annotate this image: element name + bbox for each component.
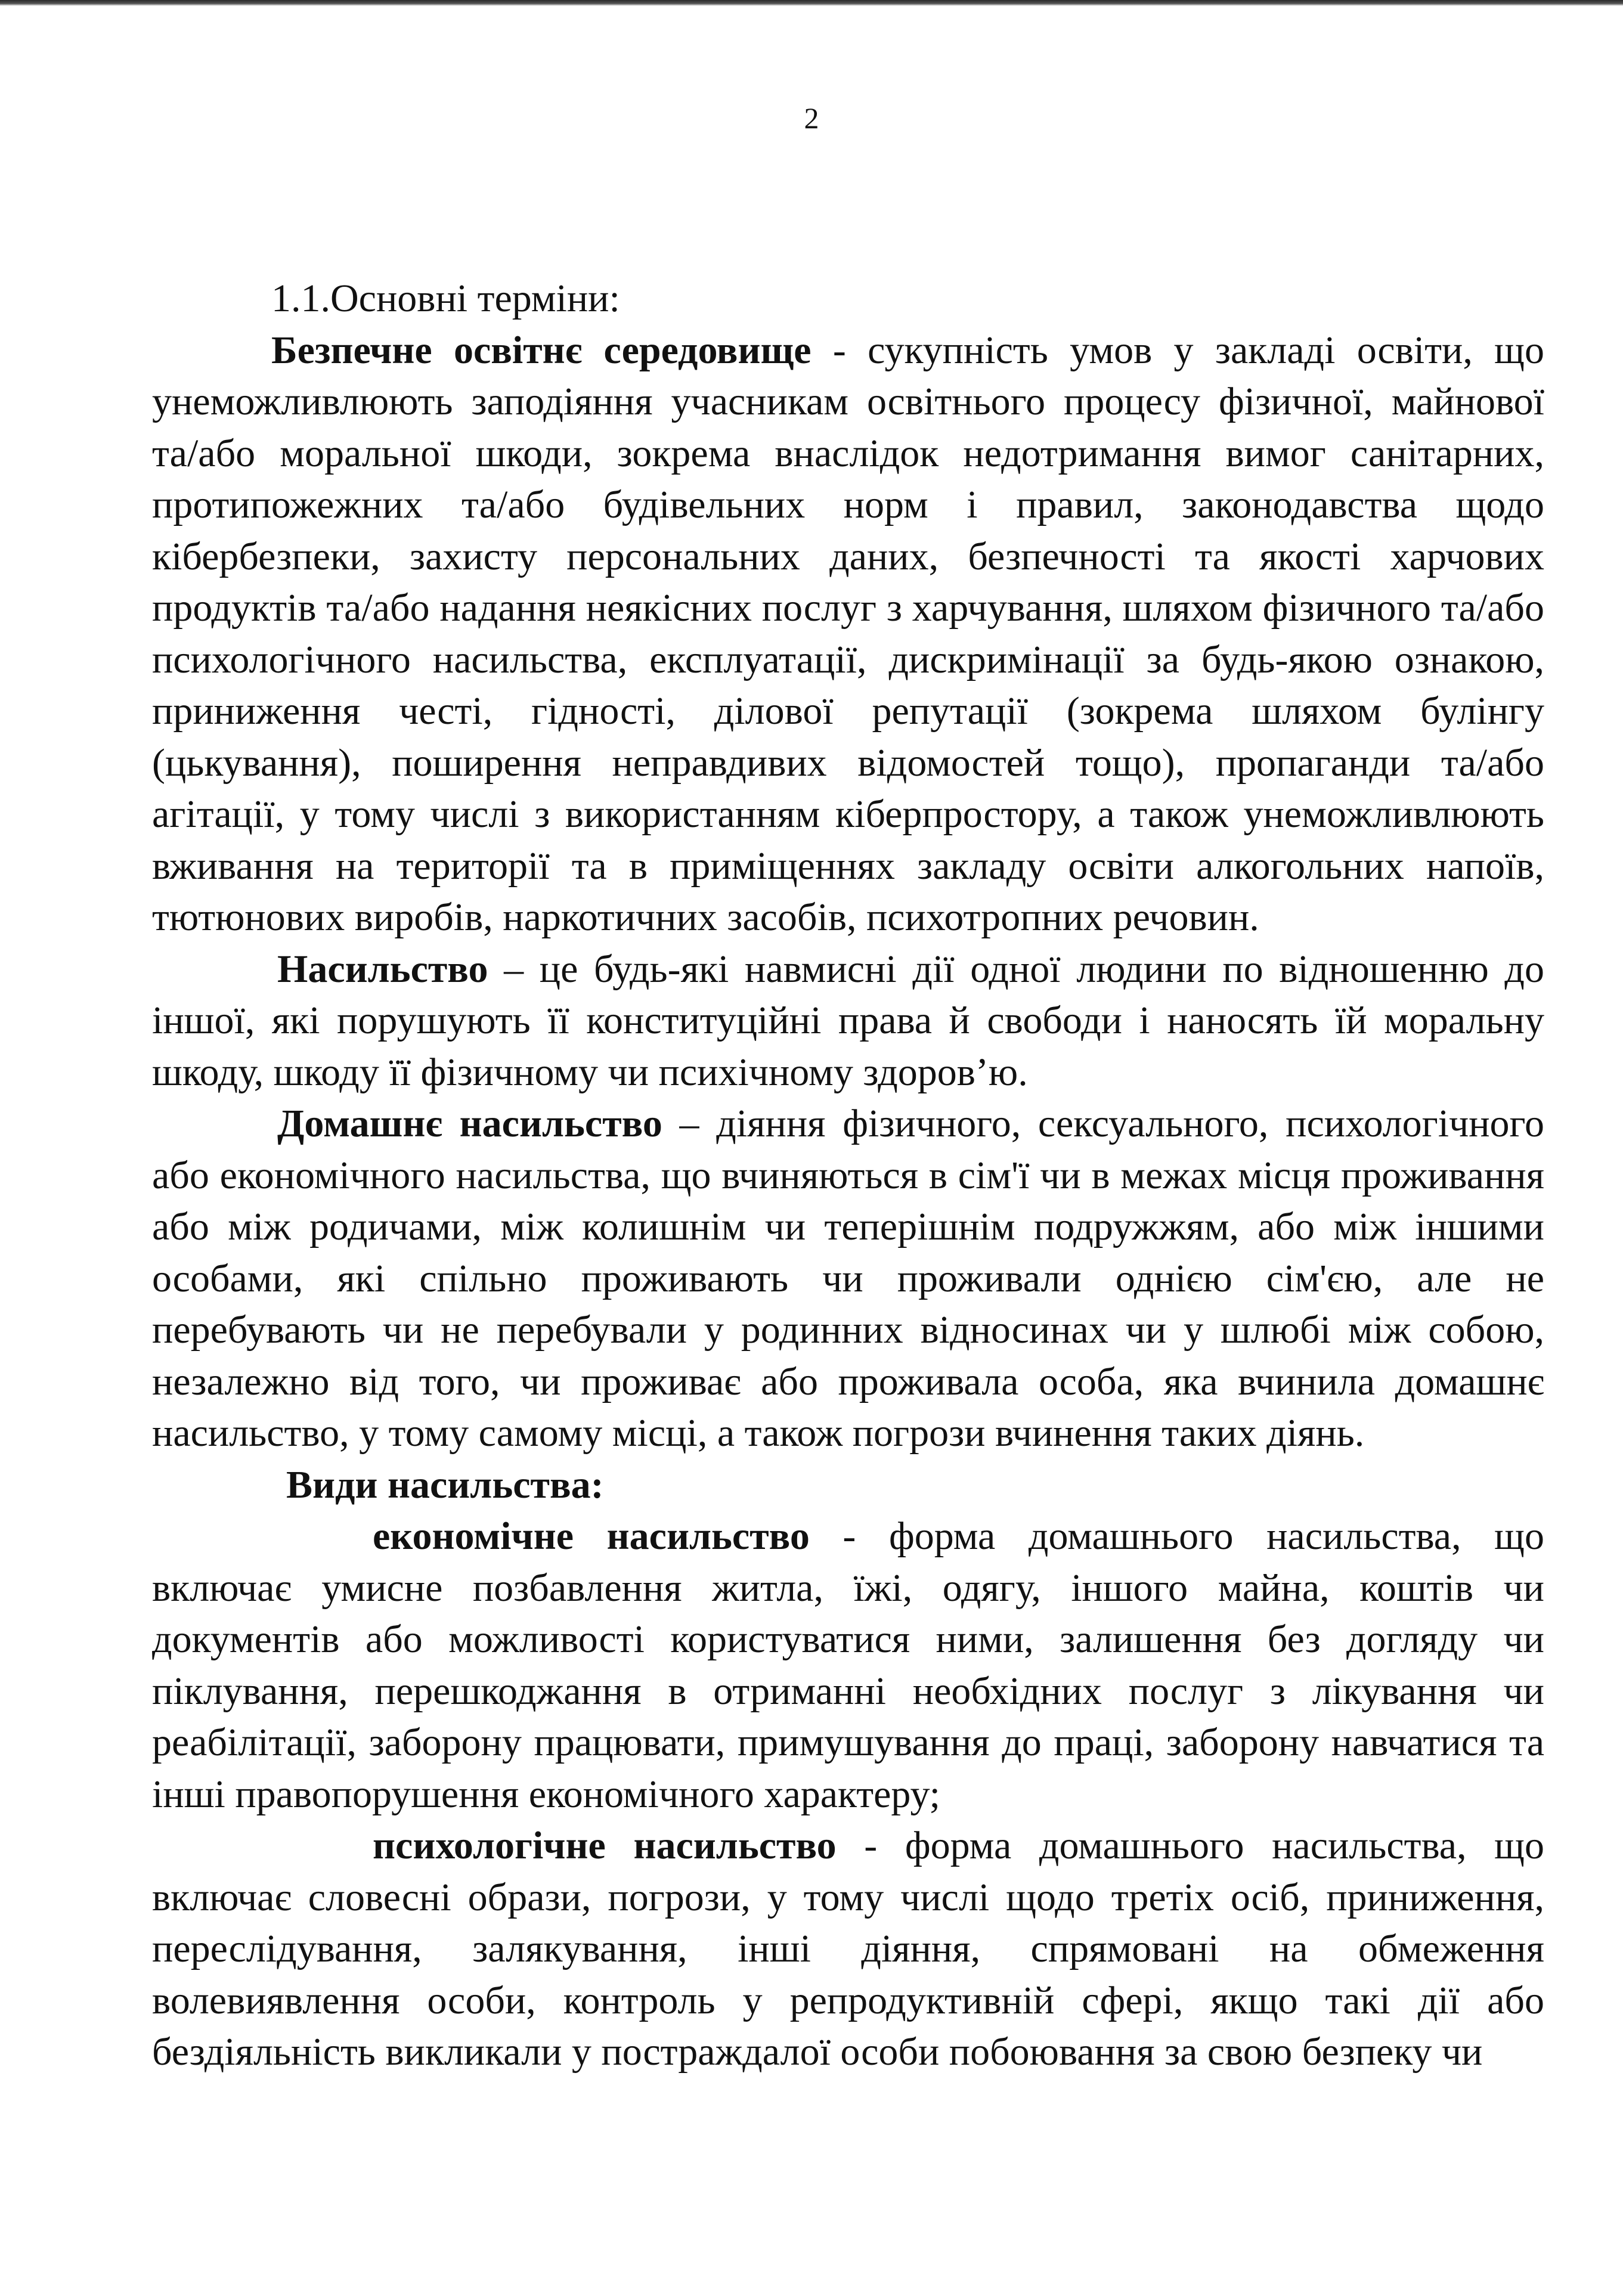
page-top-edge bbox=[0, 0, 1623, 6]
term-psychological-violence: психологічне насильство bbox=[373, 1824, 837, 1867]
paragraph-economic-violence bbox=[152, 1511, 1544, 1820]
term-domestic-violence: Домашнє насильство bbox=[277, 1102, 662, 1145]
paragraph-violence bbox=[152, 944, 1544, 1099]
definition-economic-violence: - форма домашнього насильства, що включає умисне позбавлення житла, їжі, одягу, іншого майна, коштів чи документів або можливості користуватися ними, залишення без догляду чи піклування, перешкоджання в отриманні необхідних послуг з лікування чи реабілітації, заборону працювати, примушування до праці, заборону навчатися та інші правопорушення економічного характеру; bbox=[152, 1514, 1544, 1816]
paragraph-safe-environment bbox=[152, 325, 1544, 944]
definition-safe-environment: - сукупність умов у закладі освіти, що унеможливлюють заподіяння учасникам освітнього процесу фізичної, майнової та/або моральної шкоди, зокрема внаслідок недотримання вимог санітарних, протипожежних та/або будівельних норм і правил, законодавства щодо кібербезпеки, захисту персональних даних, безпечності та якості харчових продуктів та/або надання неякісних послуг з харчування, шляхом фізичного та/або психологічного насильства, експлуатації, дискримінації за будь-якою ознакою, приниження честі, гідності, ділової репутації (зокрема шляхом булінгу (цькування), поширення неправдивих відомостей тощо), пропаганди та/або агітації, у тому числі з використанням кіберпростору, а також унеможливлюють вживання на території та в приміщеннях закладу освіти алкогольних напоїв, тютюнових виробів, наркотичних засобів, психотропних речовин. bbox=[152, 328, 1544, 939]
definition-violence: – це будь-які навмисні дії одної людини по відношенню до іншої, які порушують її конституційні права й свободи і наносять їй моральну шкоду, шкоду її фізичному чи психічному здоров’ю. bbox=[152, 947, 1544, 1094]
paragraph-domestic-violence bbox=[152, 1098, 1544, 1460]
term-safe-environment: Безпечне освітнє середовище bbox=[271, 328, 811, 372]
paragraph-psychological-violence bbox=[152, 1820, 1544, 2078]
section-heading: 1.1.Основні терміни: bbox=[271, 277, 620, 320]
term-violence: Насильство bbox=[277, 947, 488, 991]
term-economic-violence: економічне насильство bbox=[373, 1514, 810, 1558]
document-body bbox=[152, 273, 1544, 2078]
definition-psychological-violence: - форма домашнього насильства, що включає словесні образи, погрози, у тому числі щодо третіх осіб, приниження, переслідування, залякування, інші діяння, спрямовані на обмеження волевиявлення особи, контроль у репродуктивній сфері, якщо такі дії або бездіяльність викликали у постраждалої особи побоювання за свою безпеку чи bbox=[152, 1824, 1545, 2074]
page-number: 2 bbox=[804, 101, 819, 135]
types-heading: Види насильства: bbox=[286, 1463, 604, 1507]
definition-domestic-violence: – діяння фізичного, сексуального, психологічного або економічного насильства, що вчиняються в сім'ї чи в межах місця проживання або між родичами, між колишнім чи теперішнім подружжям, або між іншими особами, які спільно проживають чи проживали однією сім'єю, але не перебувають чи не перебували у родинних відносинах чи у шлюбі між собою, незалежно від того, чи проживає або проживала особа, яка вчинила домашнє насильство, у тому самому місці, а також погрози вчинення таких діянь. bbox=[152, 1102, 1544, 1455]
